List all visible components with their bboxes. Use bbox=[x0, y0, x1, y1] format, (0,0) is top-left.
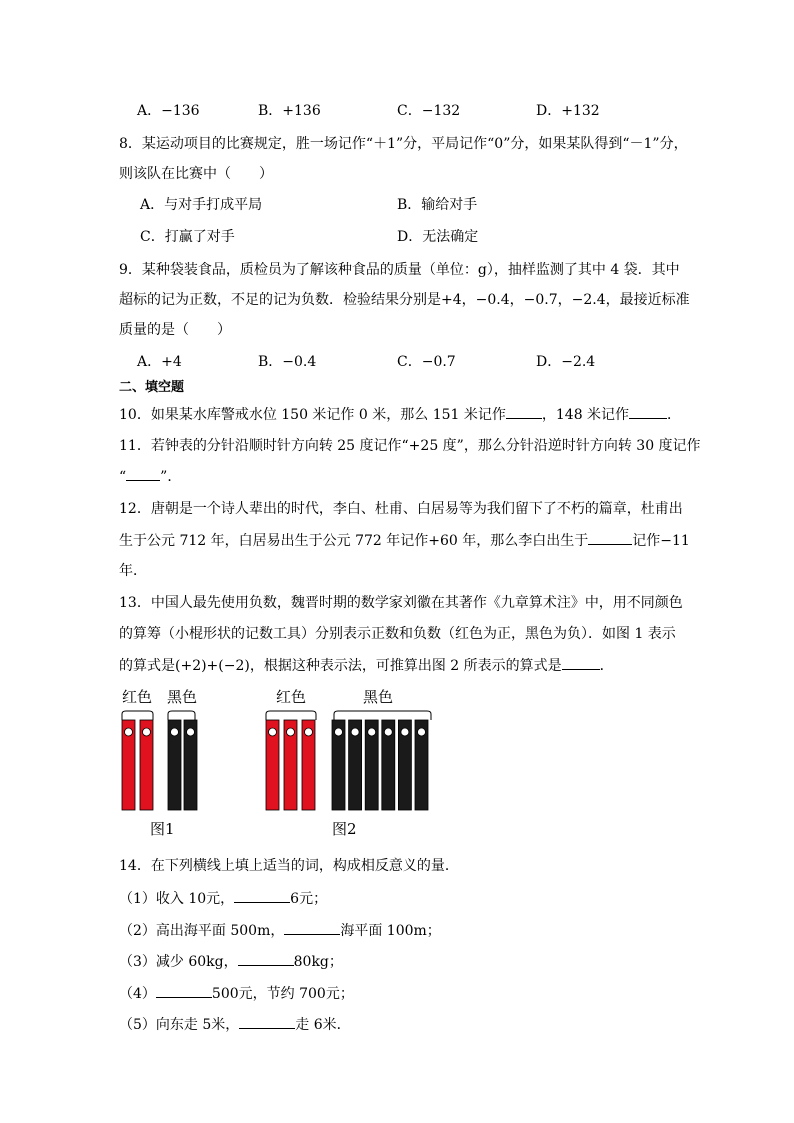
q12-blank[interactable] bbox=[588, 530, 632, 545]
fig1-red-brace bbox=[122, 711, 153, 720]
section-heading-fill-in: 二、填空题 bbox=[119, 380, 185, 395]
fig2-black-rod bbox=[382, 720, 395, 810]
q10-stem bbox=[119, 404, 681, 425]
q12-text-1: 生于公元 712 年，白居易出生于公元 772 年记作+60 年，那么李白出生于 bbox=[119, 533, 589, 549]
q10-text-2: ，148 米记作 bbox=[541, 407, 630, 423]
fig2-black-label: 黑色 bbox=[363, 688, 394, 706]
q9-option-c: C．−0.7 bbox=[397, 354, 456, 370]
q9-stem-line2: 超标的记为正数，不足的记为负数．检验结果分别是+4，−0.4，−0.7，−2.4，最接近标准 bbox=[119, 292, 690, 308]
q11-text-1: “ bbox=[119, 469, 127, 485]
q14-item-5-text-b: 走 6米． bbox=[295, 1017, 351, 1033]
q9-stem-line1: 9．某种袋装食品，质检员为了解该种食品的质量（单位：g），抽样监测了其中 4 袋．其中 bbox=[119, 262, 680, 278]
q12-text-2: 记作−11 bbox=[632, 533, 690, 549]
q9-option-a: A．+4 bbox=[137, 354, 182, 370]
q11-text-2: ”． bbox=[160, 469, 182, 485]
q13-stem-line3 bbox=[119, 655, 614, 676]
q9-option-d: D．−2.4 bbox=[536, 354, 596, 370]
fig1-black-label: 黑色 bbox=[167, 688, 198, 706]
fig2-red-rod bbox=[302, 720, 315, 810]
q10-blank-2[interactable] bbox=[629, 404, 667, 419]
fig1-caption: 图1 bbox=[150, 820, 175, 838]
q10-blank-1[interactable] bbox=[506, 404, 542, 419]
q14-item-1 bbox=[119, 888, 327, 909]
fig2-black-rod bbox=[365, 720, 378, 810]
q8-option-a: A．与对手打成平局 bbox=[140, 197, 263, 213]
fig2-counting-rods bbox=[262, 702, 437, 812]
fig2-black-rod bbox=[415, 720, 428, 810]
q8-option-c: C．打赢了对手 bbox=[140, 229, 235, 245]
fig2-black-rod bbox=[398, 720, 411, 810]
q14-item-2-blank[interactable] bbox=[284, 920, 340, 935]
q14-item-2-text-b: 海平面 100m； bbox=[340, 923, 441, 939]
fig1-black-brace bbox=[168, 711, 195, 720]
q11-blank[interactable] bbox=[126, 466, 160, 481]
q9-stem-line3: 质量的是（ ） bbox=[119, 322, 231, 338]
fig2-caption: 图2 bbox=[332, 820, 357, 838]
fig2-black-rod bbox=[349, 720, 362, 810]
q7-option-d: D．+132 bbox=[536, 103, 600, 119]
q8-option-d: D．无法确定 bbox=[397, 229, 479, 245]
q14-item-4-text-b: 500元，节约 700元； bbox=[211, 986, 354, 1002]
q14-item-5-blank[interactable] bbox=[239, 1014, 295, 1029]
q9-option-b: B．−0.4 bbox=[258, 354, 317, 370]
fig2-black-brace bbox=[334, 711, 431, 720]
q14-item-2-text-a: （2）高出海平面 500m， bbox=[119, 923, 285, 939]
q14-item-3-text-a: （3）减少 60kg， bbox=[119, 954, 238, 970]
q13-blank[interactable] bbox=[562, 655, 600, 670]
q10-text-1: 10．如果某水库警戒水位 150 米记作 0 米，那么 151 米记作 bbox=[119, 407, 506, 423]
q13-stem-line2: 的算筹（小棍形状的记数工具）分别表示正数和负数（红色为正，黑色为负）．如图 1 表示 bbox=[119, 626, 676, 642]
q14-item-1-text-b: 6元； bbox=[290, 891, 328, 907]
q8-option-b: B．输给对手 bbox=[397, 197, 478, 213]
fig2-red-label: 红色 bbox=[276, 688, 307, 706]
q12-stem-line2 bbox=[119, 530, 690, 551]
q11-stem-line1: 11．若钟表的分针沿顺时针方向转 25 度记作“+25 度”，那么分针沿逆时针方向转 30 度记作 bbox=[119, 438, 701, 454]
q14-item-4-text-a: （4） bbox=[119, 986, 156, 1002]
q14-item-1-blank[interactable] bbox=[234, 888, 290, 903]
q7-option-a: A．−136 bbox=[137, 103, 200, 119]
fig1-black-rod bbox=[184, 720, 197, 810]
q14-item-2 bbox=[119, 920, 441, 941]
q14-item-5 bbox=[119, 1014, 351, 1035]
fig1-red-label: 红色 bbox=[122, 688, 153, 706]
q8-stem-line2: 则该队在比赛中（ ） bbox=[119, 166, 273, 182]
fig2-red-brace bbox=[266, 711, 316, 720]
fig2-red-rod bbox=[266, 720, 279, 810]
q14-item-4 bbox=[119, 983, 354, 1004]
q8-stem-line1: 8．某运动项目的比赛规定，胜一场记作“＋1”分，平局记作“0”分，如果某队得到“－1”分， bbox=[119, 136, 688, 152]
q11-stem-line2 bbox=[119, 466, 181, 487]
q10-text-3: ． bbox=[667, 407, 682, 423]
fig1-red-rod bbox=[140, 720, 153, 810]
fig2-red-rod bbox=[284, 720, 297, 810]
q14-stem: 14．在下列横线上填上适当的词，构成相反意义的量． bbox=[119, 858, 459, 874]
fig1-counting-rods bbox=[118, 702, 208, 812]
q13-text-2: ． bbox=[599, 658, 614, 674]
q12-stem-line1: 12．唐朝是一个诗人辈出的时代，李白、杜甫、白居易等为我们留下了不朽的篇章，杜甫出 bbox=[119, 501, 683, 517]
q14-item-4-blank[interactable] bbox=[156, 983, 212, 998]
q13-stem-line1: 13．中国人最先使用负数，魏晋时期的数学家刘徽在其著作《九章算术注》中，用不同颜色 bbox=[119, 595, 683, 611]
q7-option-b: B．+136 bbox=[258, 103, 321, 119]
q14-item-1-text-a: （1）收入 10元， bbox=[119, 891, 235, 907]
fig1-red-rod bbox=[122, 720, 135, 810]
q14-item-3-text-b: 80kg； bbox=[293, 954, 343, 970]
q13-text-1: 的算式是(+2)+(−2)，根据这种表示法，可推算出图 2 所表示的算式是 bbox=[119, 658, 562, 674]
fig1-black-rod bbox=[168, 720, 181, 810]
q14-item-3-blank[interactable] bbox=[238, 951, 294, 966]
q12-stem-line3: 年． bbox=[119, 563, 147, 579]
q14-item-5-text-a: （5）向东走 5米， bbox=[119, 1017, 240, 1033]
fig2-black-rod bbox=[332, 720, 345, 810]
q7-option-c: C．−132 bbox=[397, 103, 461, 119]
q14-item-3 bbox=[119, 951, 343, 972]
